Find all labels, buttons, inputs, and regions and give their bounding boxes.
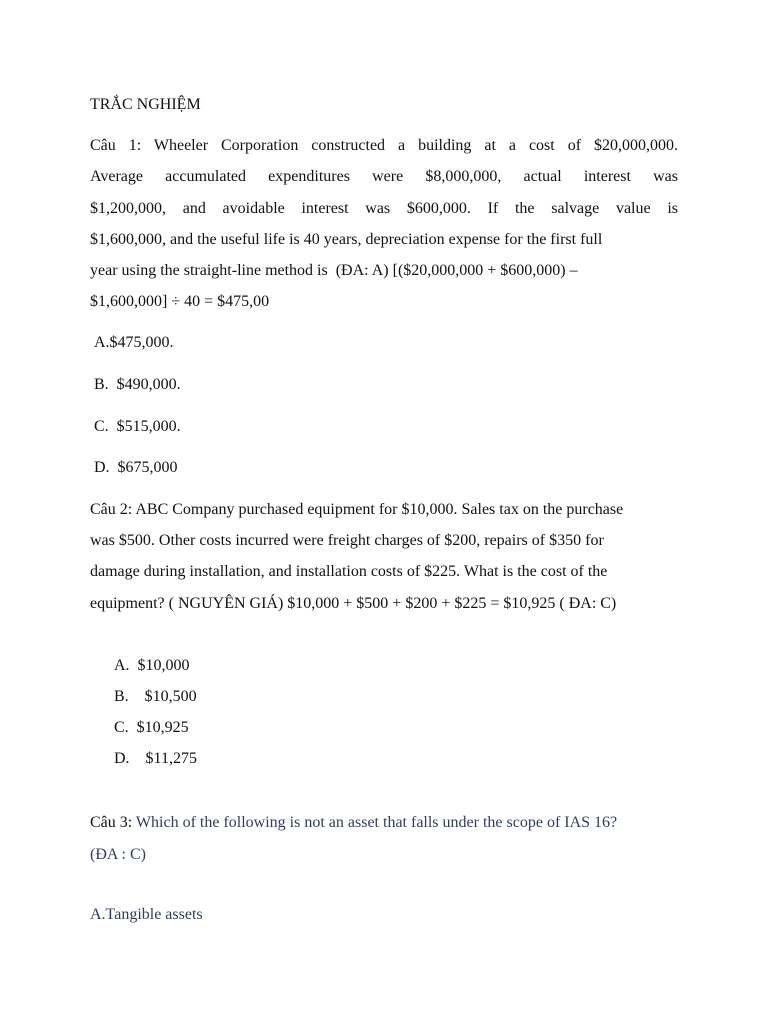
q1-option-d: D. $675,000 <box>94 459 178 476</box>
q2-line: Câu 2: ABC Company purchased equipment for $10,000. Sales tax on the purchase <box>90 501 624 518</box>
q2-line: damage during installation, and installation costs of $225. What is the cost of the <box>90 563 608 580</box>
q3-text: Which of the following is not an asset that falls under the scope of IAS 16? <box>132 814 618 831</box>
q2-line: equipment? ( NGUYÊN GIÁ) $10,000 + $500 + $200 + $225 = $10,925 ( ĐA: C) <box>90 595 617 612</box>
q2-option-c: C. $10,925 <box>114 719 189 736</box>
q3-answer: (ĐA : C) <box>90 846 146 863</box>
q1-option-b: B. $490,000. <box>94 376 181 393</box>
q1-line: $1,600,000] ÷ 40 = $475,00 <box>90 293 270 310</box>
q1-line: Câu 1: Wheeler Corporation constructed a building at a cost of $20,000,000. <box>90 137 678 154</box>
q1-line: Average accumulated expenditures were $8,000,000, actual interest was <box>90 168 678 185</box>
q1-option-a: A.$475,000. <box>94 334 174 351</box>
q2-option-b: B. $10,500 <box>114 688 197 705</box>
q1-line: year using the straight-line method is (ĐA: A) [($20,000,000 + $600,000) – <box>90 262 578 279</box>
doc-heading: TRẮC NGHIỆM <box>90 96 201 113</box>
q2-option-a: A. $10,000 <box>114 657 190 674</box>
q3-label: Câu 3: <box>90 814 133 831</box>
q1-line: $1,200,000, and avoidable interest was $600,000. If the salvage value is <box>90 200 678 217</box>
q3-line <box>90 813 617 833</box>
q2-line: was $500. Other costs incurred were freight charges of $200, repairs of $350 for <box>90 532 604 549</box>
q3-option-a: A.Tangible assets <box>90 906 203 923</box>
q1-line: $1,600,000, and the useful life is 40 years, depreciation expense for the first full <box>90 231 603 248</box>
q2-option-d: D. $11,275 <box>114 750 197 767</box>
q1-option-c: C. $515,000. <box>94 418 181 435</box>
